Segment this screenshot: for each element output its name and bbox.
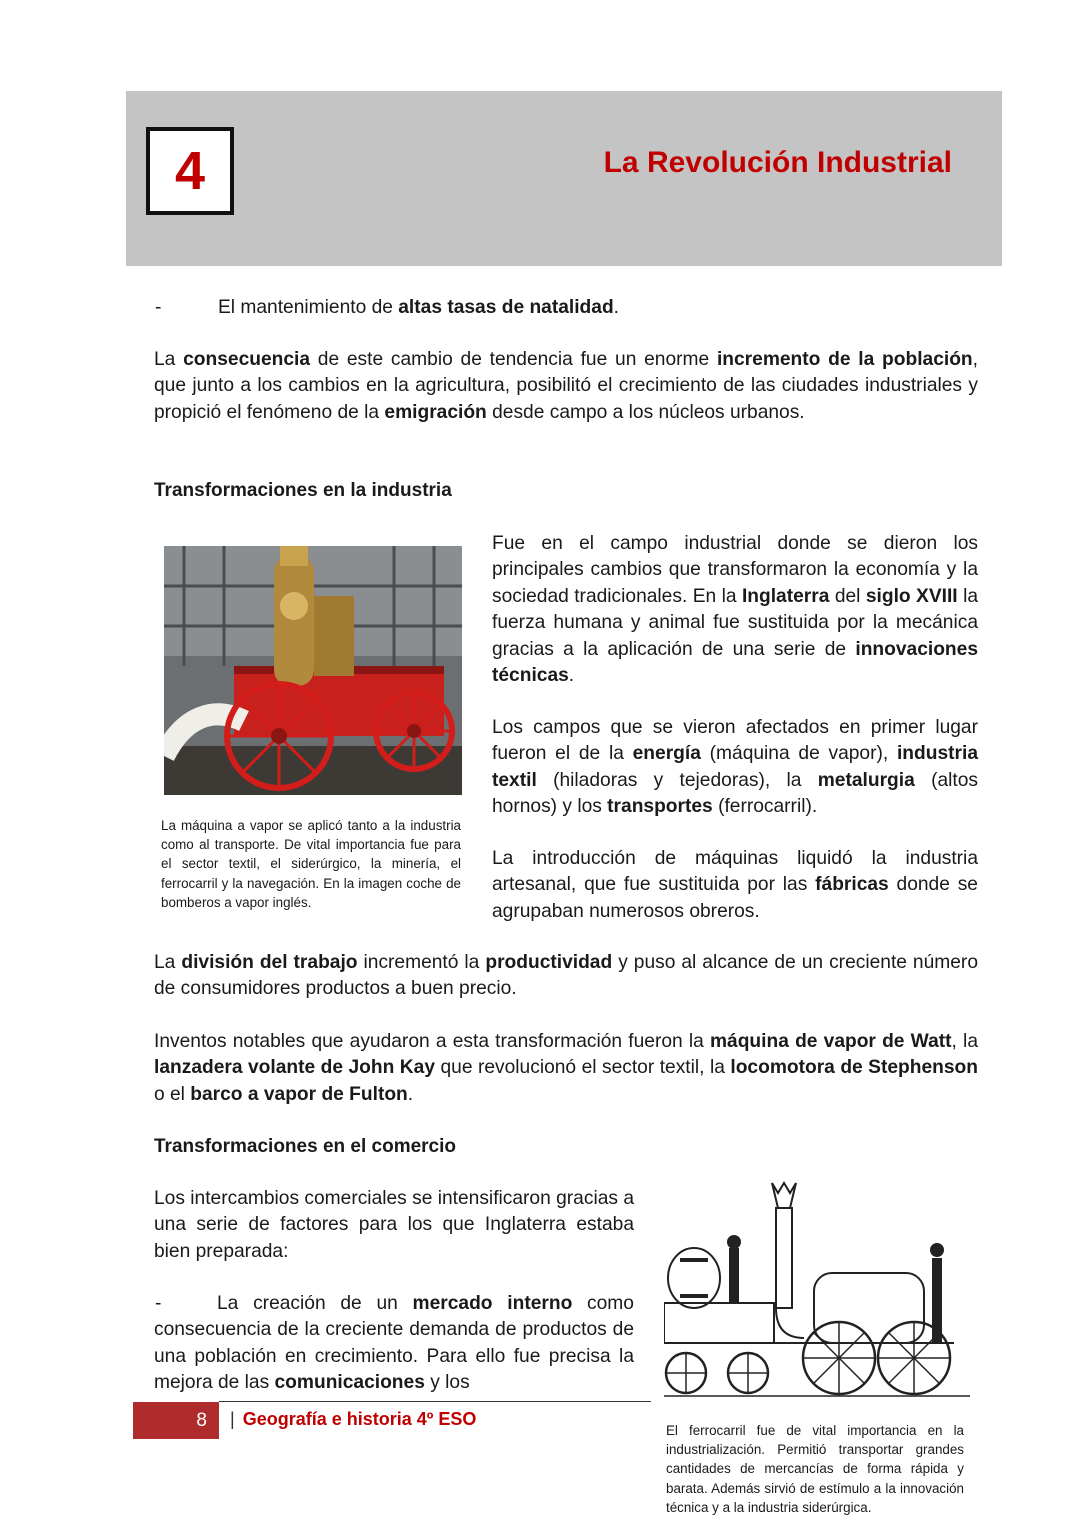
section-heading-industry: Transformaciones en la industria (154, 480, 452, 501)
stephenson-locomotive-image (664, 1178, 970, 1400)
industry-paragraph-2: Los campos que se vieron afectados en primer lugar fueron el de la energía (máquina de vapor), industria textil (hiladoras y tejedoras), la metalurgia (altos hornos) y los transportes (ferrocarril). (492, 717, 978, 818)
page-number: 8 (133, 1402, 219, 1439)
industry-paragraph-1: Fue en el campo industrial donde se dieron los principales cambios que transformaron la economía y la sociedad tradicionales. En la Inglaterra del siglo XVIII la fuerza humana y animal fue sustituida por la mecánica gracias a la aplicación de una serie de innovaciones técnicas. (492, 533, 979, 687)
footer-separator: | (230, 1409, 235, 1429)
intro-bullet: El mantenimiento de altas tasas de natalidad. (218, 297, 620, 318)
intro-paragraph: La consecuencia de este cambio de tendencia fue un enorme incremento de la población, que junto a los cambios en la agricultura, posibilitó el crecimiento de las ciudades industriales y propició el fenómeno de la emigración desde campo a los núcleos urbanos. (154, 349, 978, 423)
chapter-number: 4 (146, 127, 234, 215)
commerce-bullet-dash: - (155, 1293, 162, 1314)
chapter-header (126, 91, 1002, 266)
footer-book-title: | Geografía e historia 4º ESO (230, 1409, 477, 1429)
commerce-paragraph-1: Los intercambios comerciales se intensificaron gracias a una serie de factores para los que Inglaterra estaba bien preparada: (154, 1188, 634, 1262)
footer-divider (219, 1401, 651, 1402)
section-heading-commerce: Transformaciones en el comercio (154, 1136, 457, 1157)
industry-paragraph-3: La introducción de máquinas liquidó la industria artesanal, que fue sustituida por las fábricas donde se agrupaban numerosos obreros. (492, 848, 978, 922)
industry-paragraph-5: Inventos notables que ayudaron a esta transformación fueron la máquina de vapor de Watt, la lanzadera volante de John Kay que revolucionó el sector textil, la locomotora de Stephenson o el barco a vapor de Fulton. (154, 1031, 978, 1105)
fire-engine-caption: La máquina a vapor se aplicó tanto a la industria como al transporte. De vital importancia fue para el sector textil, el siderúrgico, la minería, el ferrocarril y la navegación. En la imagen coche de bomberos a vapor inglés. (161, 818, 461, 910)
industry-paragraph-4: La división del trabajo incrementó la productividad y puso al alcance de un creciente número de consumidores productos a buen precio. (154, 952, 978, 1000)
intro-bullet-dash: - (155, 297, 162, 318)
steam-fire-engine-image (164, 546, 462, 795)
commerce-paragraph-2: La creación de un mercado interno como consecuencia de la creciente demanda de productos de una población en crecimiento. Para ello fue precisa la mejora de las comunicaciones y los (154, 1293, 634, 1394)
locomotive-caption: El ferrocarril fue de vital importancia en la industrialización. Permitió transportar grandes cantidades de mercancías de forma rápida y barata. Además sirvió de estímulo a la innovación técnica y a la industria siderúrgica. (666, 1423, 964, 1515)
page-title: La Revolución Industrial (603, 146, 952, 179)
